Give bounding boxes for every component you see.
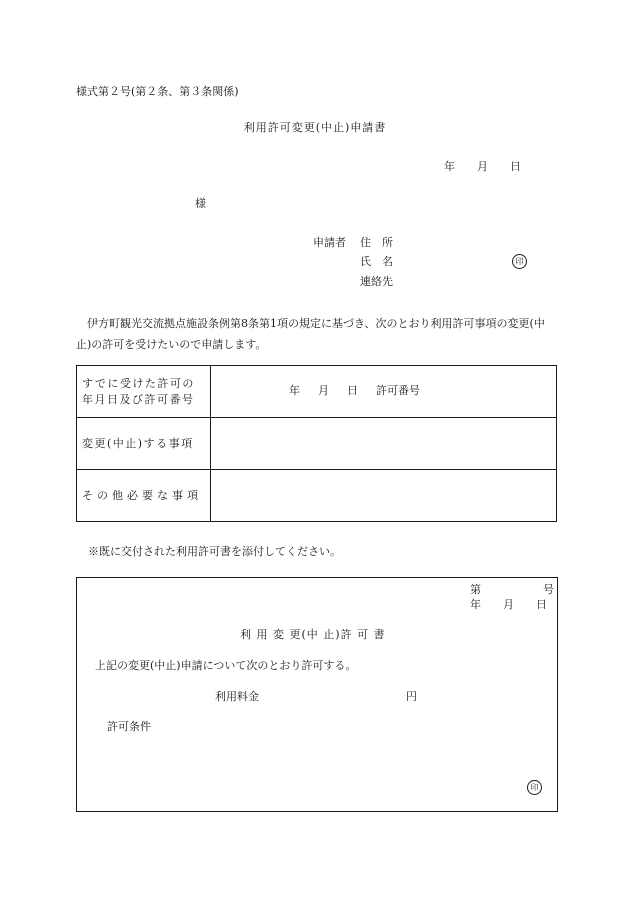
permit-number [470,583,554,597]
prior-permit-day: 日 [347,384,358,398]
permit-conditions-label: 許可条件 [107,720,151,733]
table-row [77,366,557,418]
prior-permit-label-line2: 年月日及び許可番号 [82,392,195,406]
prior-permit-number-label: 許可番号 [376,384,420,398]
prior-permit-label-line1: すでに受けた許可の [82,376,195,390]
permit-number-prefix: 第 [470,583,481,596]
fee-unit: 円 [406,690,417,703]
document-title: 利用許可変更(中止)申請書 [243,121,387,134]
application-table [76,365,557,522]
applicant-name-label: 氏 名 [360,255,393,268]
date-year-label: 年 [444,160,455,173]
request-body-text: 伊方町観光交流拠点施設条例第8条第1項の規定に基づき、次のとおり利用許可事項の変更(中止)の許可を受けたいので申請します。 [76,317,545,351]
addressee-suffix: 様 [195,197,206,210]
other-items-value [211,470,557,522]
date-day-label: 日 [510,160,521,173]
prior-permit-month: 月 [318,384,329,398]
applicant-label: 申請者 [313,236,346,249]
table-row [77,418,557,470]
permit-title: 利 用 変 更(中 止)許 可 書 [240,628,386,641]
form-number: 様式第２号(第２条、第３条関係) [76,85,239,98]
permit-date-month: 月 [503,598,514,611]
applicant-contact-label: 連絡先 [360,275,393,288]
permit-date-year: 年 [470,598,481,611]
permit-date-day: 日 [536,598,547,611]
attachment-note: ※既に交付された利用許可書を添付してください。 [88,545,341,558]
fee-label: 利用料金 [215,690,259,703]
prior-permit-year: 年 [289,384,300,398]
seal-mark-icon: 印 [527,780,542,795]
permit-date [470,598,547,612]
prior-permit-value [211,366,557,418]
permit-text: 上記の変更(中止)申請について次のとおり許可する。 [95,659,357,672]
permit-number-suffix: 号 [543,583,554,596]
change-items-label: 変更(中止)する事項 [77,418,211,470]
other-items-label: その他必要な事項 [77,470,211,522]
prior-permit-label [77,366,211,418]
seal-mark-icon: 印 [512,254,527,269]
change-items-value [211,418,557,470]
table-row [77,470,557,522]
applicant-address-label: 住 所 [360,236,393,249]
date-month-label: 月 [477,160,488,173]
application-date [444,160,521,174]
